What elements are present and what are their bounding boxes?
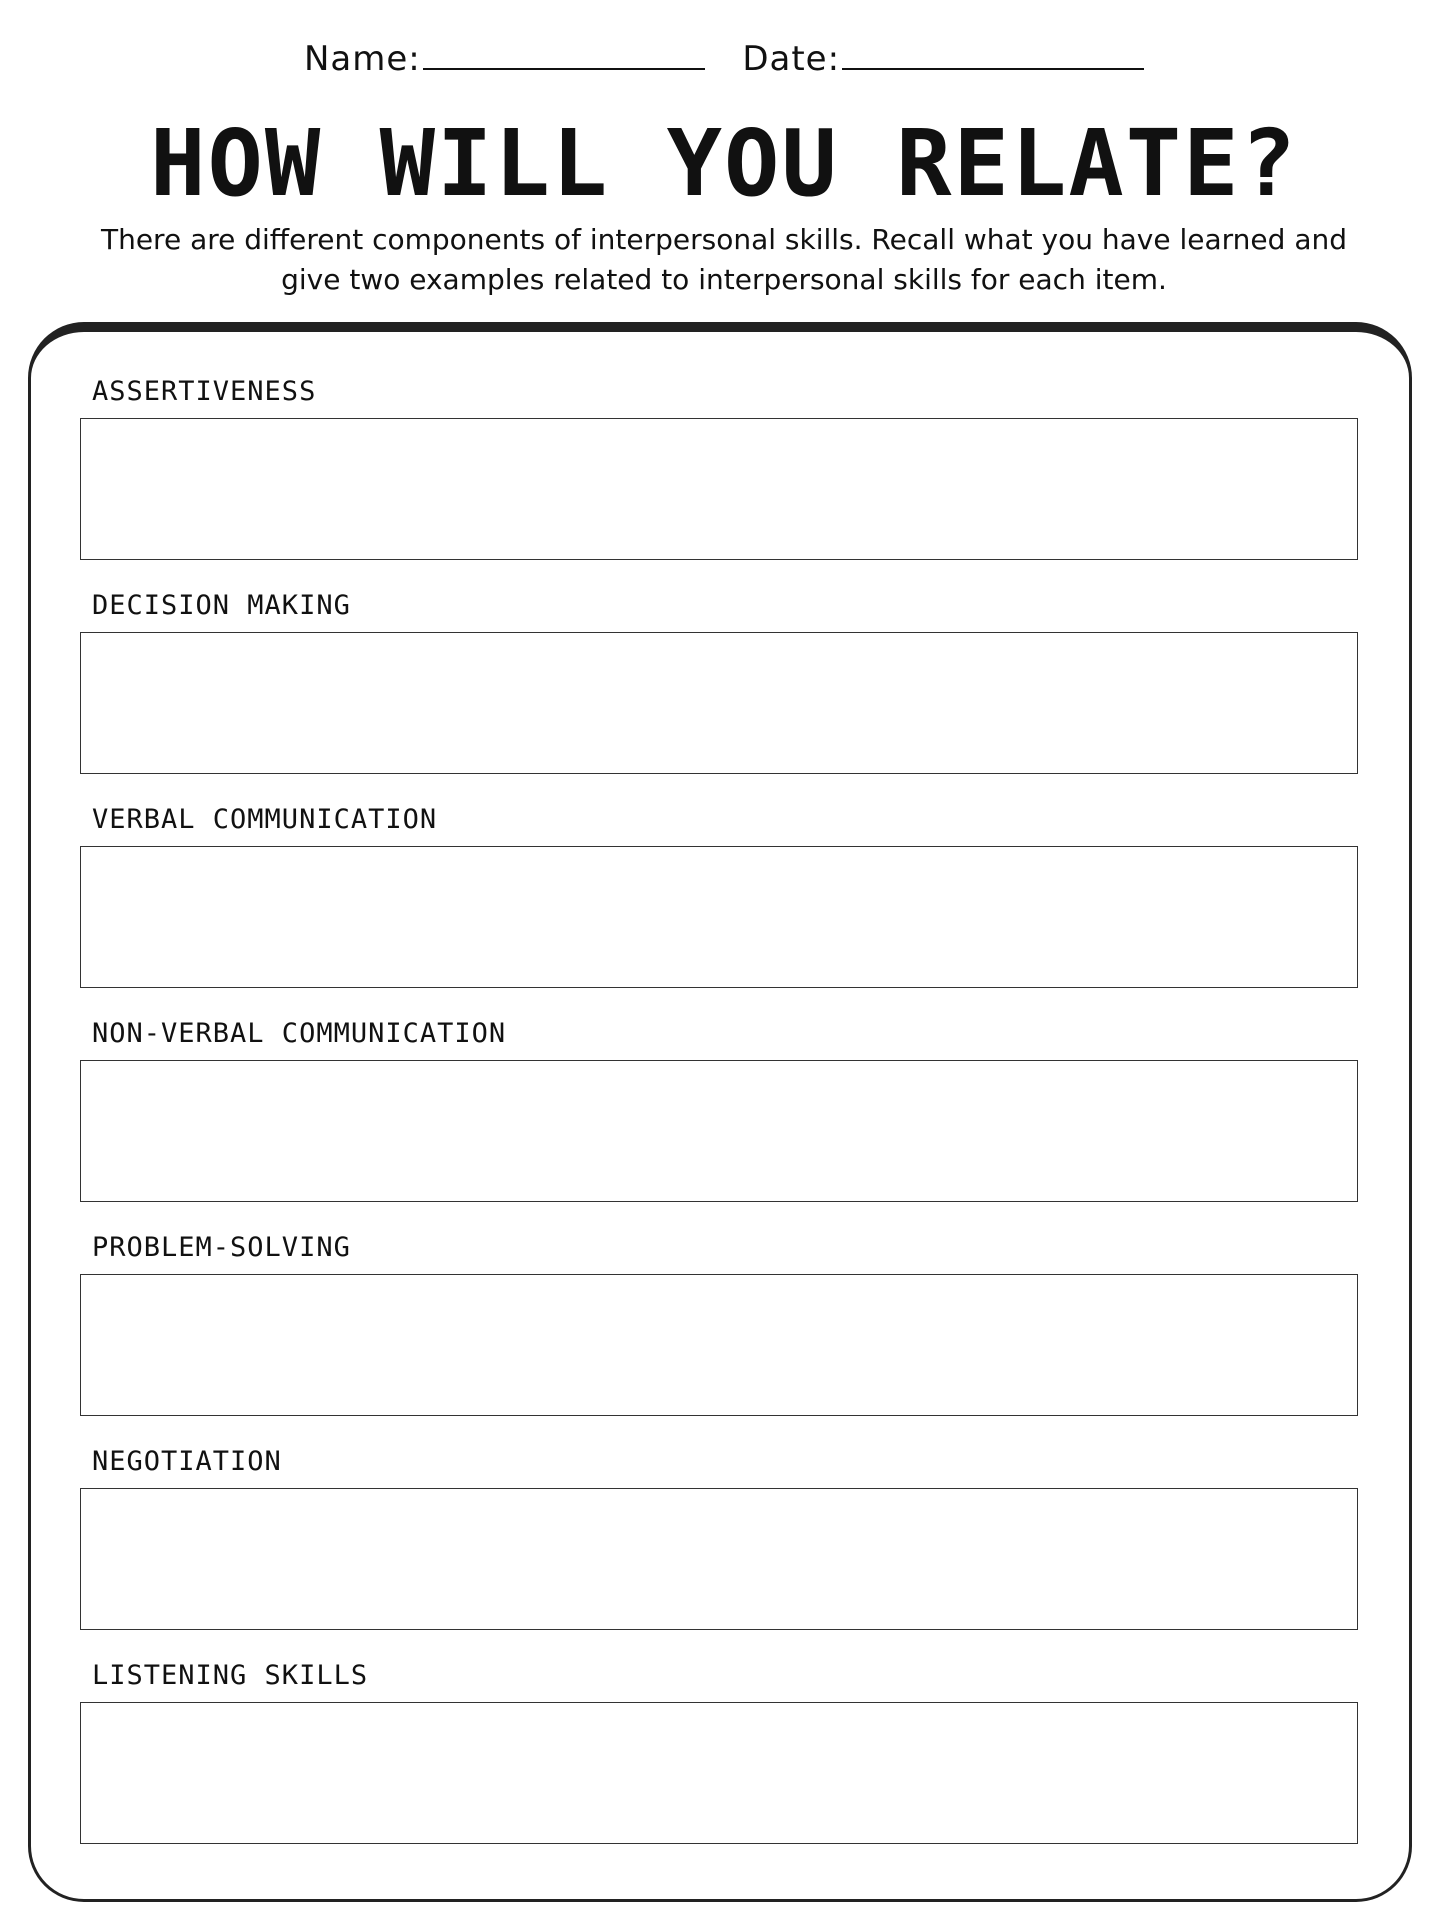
section-label: DECISION MAKING — [92, 590, 351, 621]
date-label: Date: — [742, 39, 841, 79]
section-label: LISTENING SKILLS — [92, 1660, 369, 1691]
answer-box[interactable] — [80, 418, 1358, 560]
section-label: VERBAL COMMUNICATION — [92, 804, 438, 835]
section-label: ASSERTIVENESS — [92, 376, 317, 407]
date-field[interactable] — [742, 34, 1144, 79]
name-label: Name: — [303, 39, 421, 79]
answer-box[interactable] — [80, 632, 1358, 774]
section-label: NEGOTIATION — [92, 1446, 282, 1477]
answer-box[interactable] — [80, 1488, 1358, 1630]
answer-box[interactable] — [80, 1702, 1358, 1844]
section-label: NON-VERBAL COMMUNICATION — [92, 1018, 507, 1049]
instructions-text: There are different components of interpersonal skills. Recall what you have learned and give two examples related to interpersonal skills for each item. — [100, 223, 1348, 296]
answer-box[interactable] — [80, 1274, 1358, 1416]
name-blank-line[interactable] — [423, 34, 705, 70]
date-blank-line[interactable] — [842, 34, 1144, 70]
answer-box[interactable] — [80, 1060, 1358, 1202]
answer-box[interactable] — [80, 846, 1358, 988]
section-label: PROBLEM-SOLVING — [92, 1232, 351, 1263]
page-title: HOW WILL YOU RELATE? — [150, 110, 1298, 217]
header-fields — [0, 34, 1448, 79]
name-field[interactable] — [304, 34, 705, 79]
